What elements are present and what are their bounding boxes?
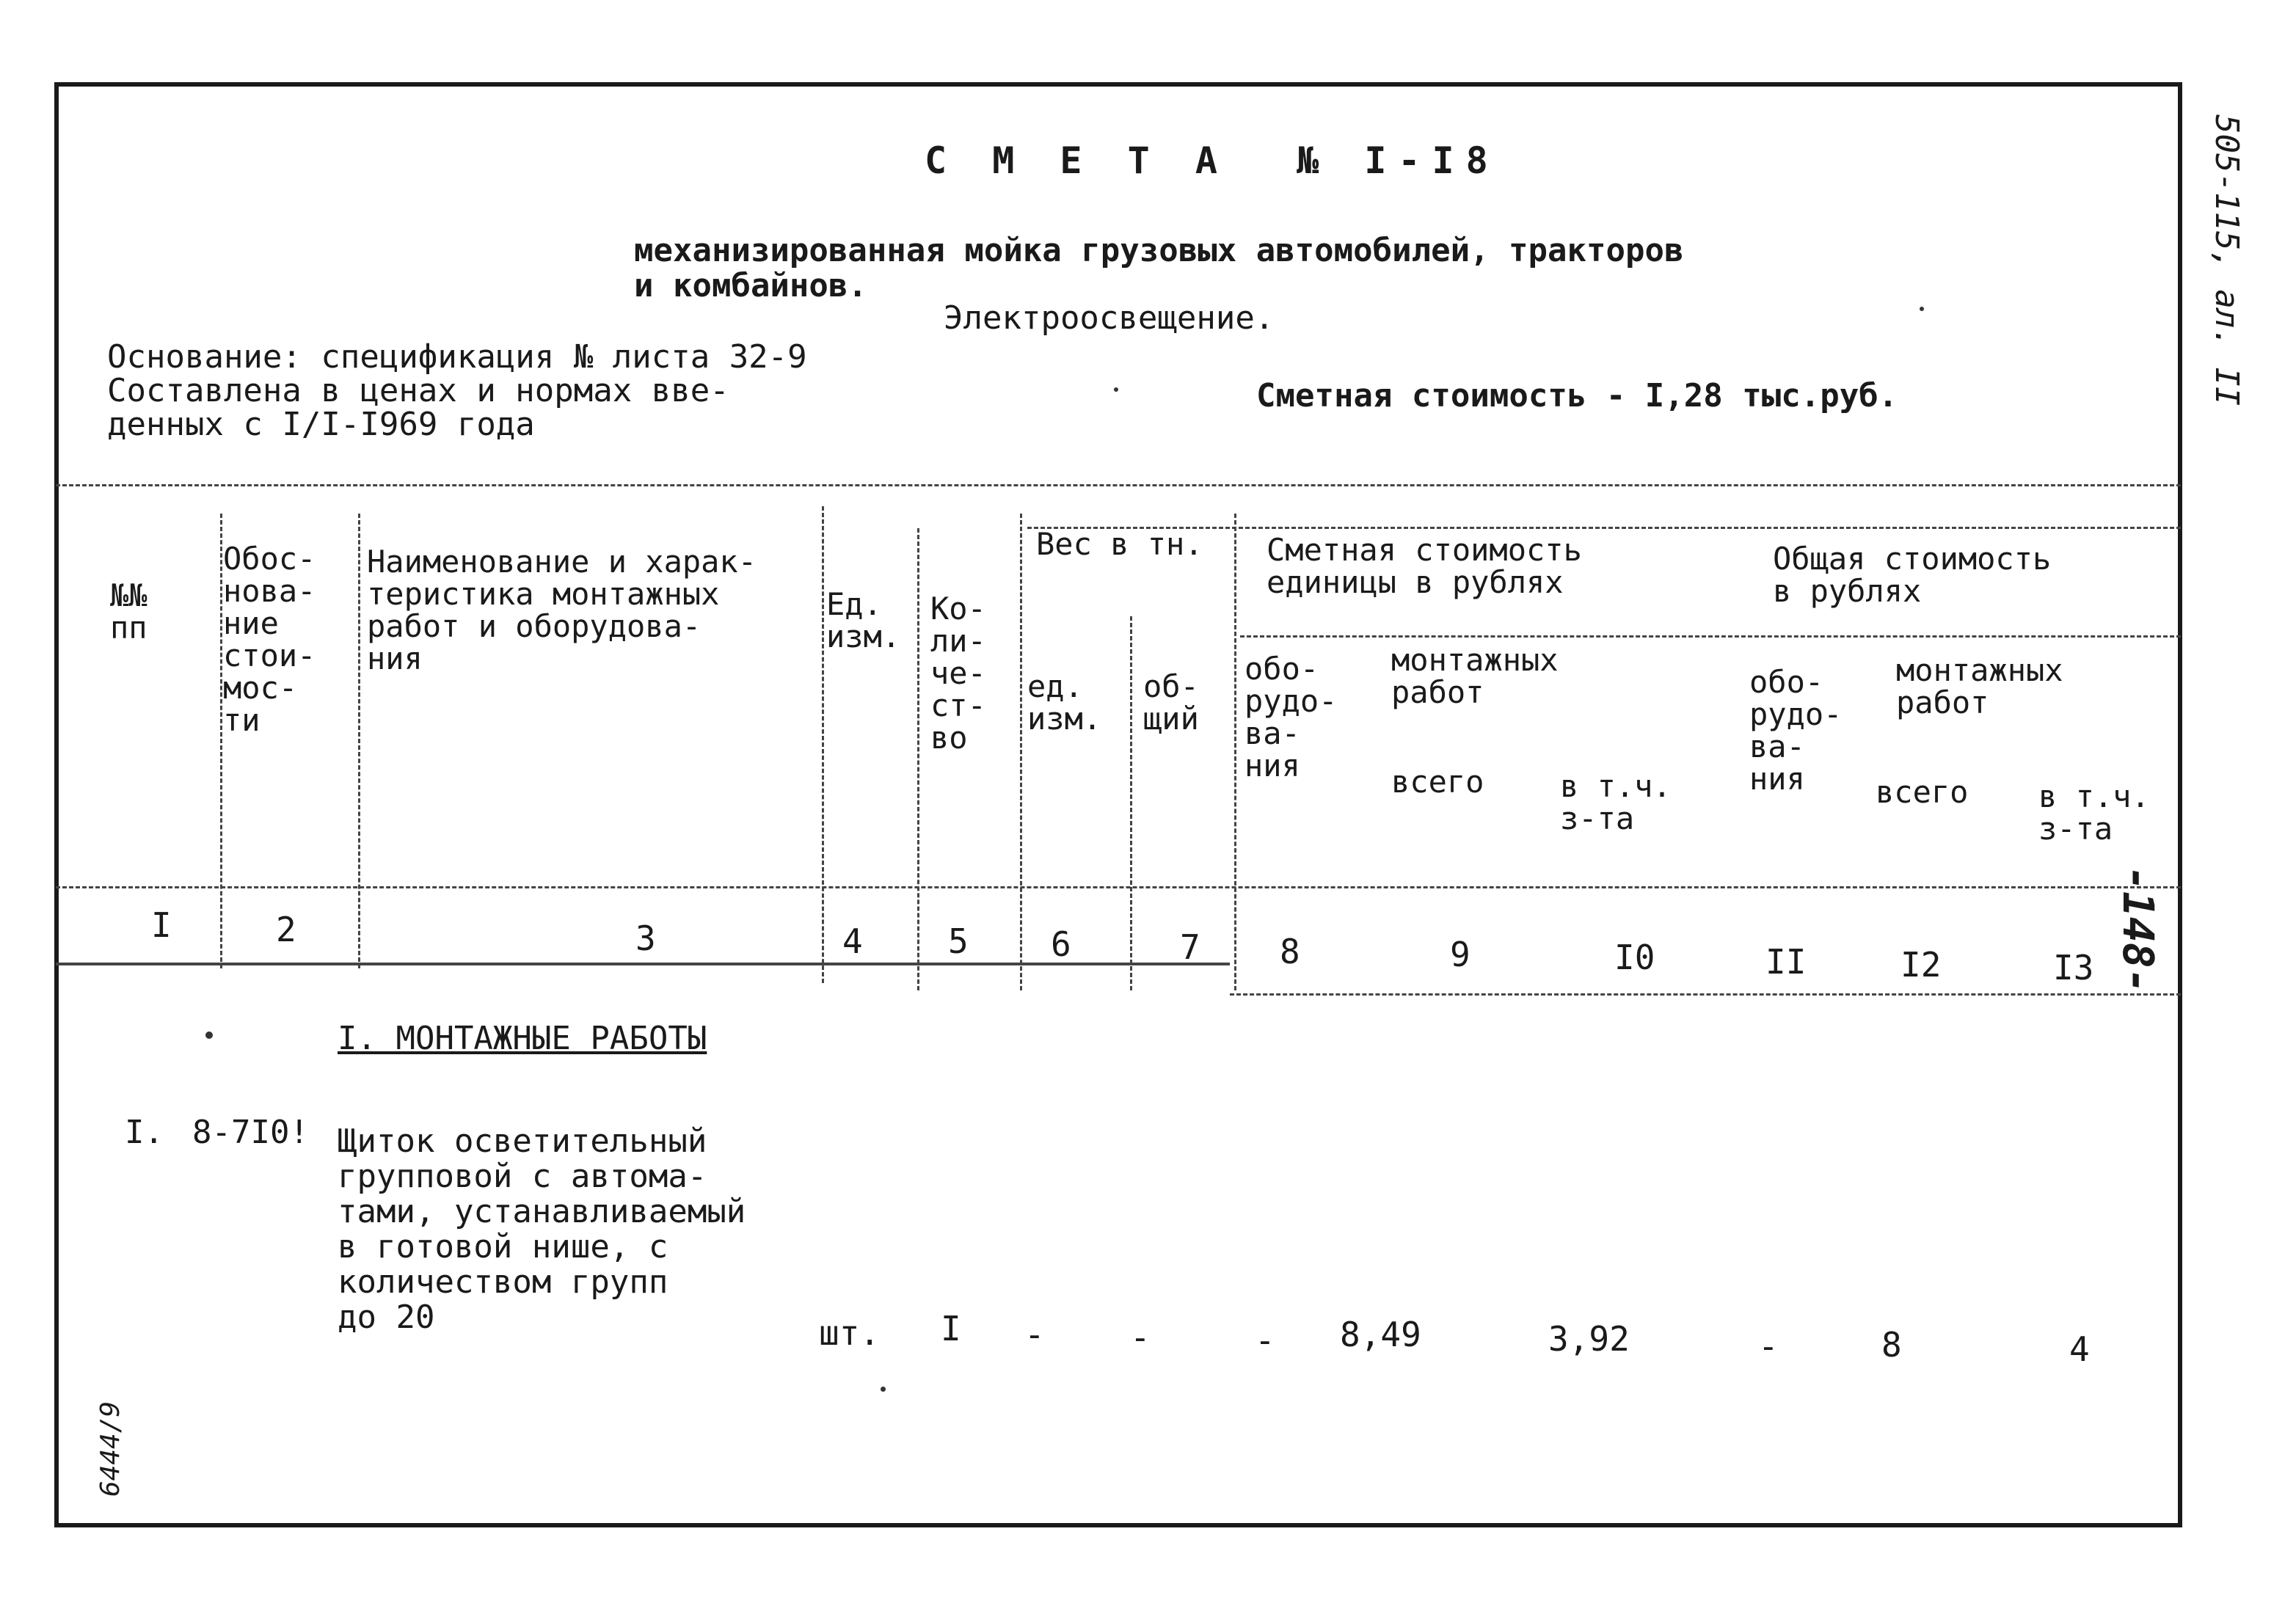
document-title: С М Е Т А № I-I8 [925,139,1500,182]
col-number: 9 [1450,935,1470,974]
row-unit-mount-total: 8,49 [1340,1315,1421,1354]
section-title: I. МОНТАЖНЫЕ РАБОТЫ [338,1020,707,1057]
row-weight-unit: - [1024,1315,1045,1354]
header-weight-group: Вес в тн. [1036,526,1203,562]
row-name: Щиток осветительный групповой с автома- тами, устанавливаемый в готовой нише, с количеством групп до 20 [338,1122,746,1336]
row-weight-total: - [1130,1318,1151,1357]
header-bottom-line [56,886,2181,888]
subtitle-line-2: и комбайнов. [634,267,867,304]
col-number: II [1765,942,1807,982]
col-divider-3 [822,506,824,983]
basis-block [107,340,807,442]
header-col-3: Наименование и харак- теристика монтажных работ и оборудова- ния [367,544,757,676]
page-number: -148- [2113,866,2163,994]
header-col-1: №№ пп [110,577,147,646]
col-divider-2 [358,514,360,968]
row-unit-mount-wage: 3,92 [1548,1319,1630,1359]
inventory-stamp: 6444/9 [95,1401,125,1497]
ink-speck [881,1387,886,1392]
col-divider-6 [1130,616,1132,990]
table-top-line [56,484,2181,486]
ink-speck [1114,387,1118,392]
col-number: I3 [2053,948,2094,987]
header-total-cost-group: Общая стоимость в рублях [1773,541,2052,609]
section-heading: Электроосвещение. [944,299,1275,337]
header-col-11: обо- рудо- ва- ния [1749,664,1843,797]
col-number: 4 [842,921,863,961]
col-number: 6 [1051,924,1071,964]
ink-speck [205,1031,213,1039]
col-divider-5 [1020,514,1022,990]
row-qty: I [941,1309,961,1348]
side-note: 505-115, ал. II [2208,114,2245,406]
basis-line-3: денных с I/I-I969 года [107,406,535,443]
row-basis: 8-7I0! [192,1114,309,1151]
header-total-mount-group: монтажных работ [1896,652,2063,720]
col-number: 5 [948,921,969,961]
col-number: I0 [1614,938,1655,977]
row-number: I. [125,1114,164,1151]
header-col-8: обо- рудо- ва- ния [1244,651,1338,784]
basis-line-2: Составлена в ценах и нормах вве- [107,372,729,409]
header-unit-cost-group: Сметная стоимость единицы в рублях [1267,532,1582,600]
col-number: I2 [1900,945,1942,985]
col-number: 2 [276,910,296,949]
row-unit: шт. [819,1313,881,1353]
col-divider-1 [220,514,222,968]
col-number: 7 [1180,927,1200,967]
header-col-9: всего [1391,764,1484,800]
header-col-6: ед. изм. [1027,668,1102,737]
col-number: 3 [635,919,656,958]
header-col-7: об- щий [1143,668,1199,737]
header-col-12: всего [1876,774,1969,810]
basis-line-1: Основание: спецификация № листа 32-9 [107,338,807,376]
col-divider-4 [917,528,919,990]
col-number: I [151,905,172,945]
numbers-bottom-line-right [1230,993,2181,996]
subtitle-line-1: механизированная мойка грузовых автомобилей, тракторов [634,232,1684,269]
document-subtitle [634,233,1683,304]
header-col-5: Ко- ли- че- ст- во [930,591,986,756]
row-unit-equipment: - [1255,1321,1275,1360]
header-col-2: Обос- нова- ние стои- мос- ти [223,541,316,738]
row-total-equipment: - [1758,1326,1779,1366]
header-unit-mount-group: монтажных работ [1391,642,1559,710]
header-col-4: Ед. изм. [826,586,901,654]
header-col-10: в т.ч. з-та [1560,768,1672,836]
row-total-mount-total: 8 [1881,1325,1902,1365]
ink-speck [1920,307,1924,311]
header-col-13: в т.ч. з-та [2038,778,2150,847]
row-total-mount-wage: 4 [2069,1329,2090,1369]
estimated-cost: Сметная стоимость - I,28 тыс.руб. [1256,377,1898,415]
cost-subheader-line [1240,635,2181,638]
col-number: 8 [1280,932,1300,971]
col-divider-7 [1234,514,1236,990]
